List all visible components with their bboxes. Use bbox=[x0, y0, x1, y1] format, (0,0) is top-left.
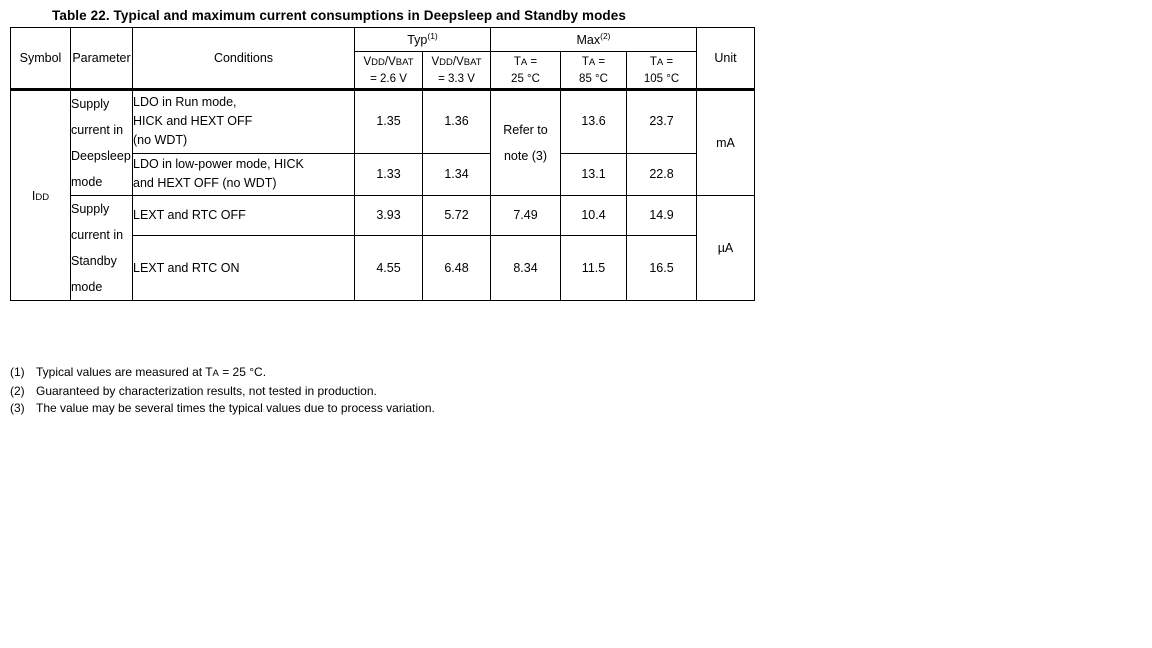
value-max-85c: 11.5 bbox=[561, 236, 627, 301]
header-symbol: Symbol bbox=[11, 28, 71, 90]
table-row bbox=[11, 90, 755, 154]
footnote-2: (2) Guaranteed by characterization results, not tested in production. bbox=[10, 383, 377, 398]
footnote-3-text: The value may be several times the typical values due to process variation. bbox=[36, 401, 435, 415]
value-max-105c: 16.5 bbox=[627, 236, 697, 301]
conditions-cell: LEXT and RTC ON bbox=[133, 236, 355, 301]
header-max-25c-line1: TA = bbox=[513, 55, 538, 68]
value-max-105c: 22.8 bbox=[627, 153, 697, 195]
value-typ-26v: 1.35 bbox=[355, 90, 423, 154]
header-typ-33v-line1: VDD/VBAT bbox=[431, 55, 482, 68]
footnotes bbox=[10, 364, 435, 418]
value-typ-26v: 3.93 bbox=[355, 196, 423, 236]
conditions-cell: LEXT and RTC OFF bbox=[133, 196, 355, 236]
value-typ-33v: 5.72 bbox=[423, 196, 491, 236]
value-max-85c: 10.4 bbox=[561, 196, 627, 236]
typ-footnote-ref: (1) bbox=[427, 30, 438, 41]
value-typ-33v: 6.48 bbox=[423, 236, 491, 301]
value-max-25c: 8.34 bbox=[491, 236, 561, 301]
parameter-deepsleep: Supply current in Deepsleep mode bbox=[71, 90, 133, 196]
value-max-105c: 14.9 bbox=[627, 196, 697, 236]
header-max-105c bbox=[627, 52, 697, 90]
value-max-85c: 13.6 bbox=[561, 90, 627, 154]
parameter-standby: Supply current in Standby mode bbox=[71, 196, 133, 301]
header-max-105c-line1: TA = bbox=[649, 55, 674, 68]
value-typ-33v: 1.36 bbox=[423, 90, 491, 154]
header-typ-26v-line1: VDD/VBAT bbox=[363, 55, 414, 68]
header-max-105c-line2: 105 °C bbox=[643, 72, 680, 85]
header-unit: Unit bbox=[697, 28, 755, 90]
value-max-85c: 13.1 bbox=[561, 153, 627, 195]
header-parameter: Parameter bbox=[71, 28, 133, 90]
header-max-85c bbox=[561, 52, 627, 90]
conditions-cell: LDO in low-power mode, HICK and HEXT OFF (no WDT) bbox=[133, 153, 355, 195]
value-typ-26v: 4.55 bbox=[355, 236, 423, 301]
current-consumption-table bbox=[10, 27, 755, 301]
footnote-1: (1) Typical values are measured at TA = 25 °C. bbox=[10, 365, 267, 379]
header-typ-group: Typ$^{(1)}$ bbox=[355, 28, 491, 52]
footnote-2-text: Guaranteed by characterization results, not tested in production. bbox=[36, 383, 377, 398]
unit-cell-ma: mA bbox=[697, 90, 755, 196]
footnote-1-text: Typical values are measured at TA = 25 °C. bbox=[36, 365, 267, 379]
value-max-105c: 23.7 bbox=[627, 90, 697, 154]
header-max-25c-line2: 25 °C bbox=[511, 72, 540, 85]
max-footnote-ref: (2) bbox=[600, 30, 611, 41]
header-max-group: Max$^{(2)}$ bbox=[491, 28, 697, 52]
symbol-cell: IDD bbox=[11, 90, 71, 301]
header-max-85c-line1: TA = bbox=[581, 55, 606, 68]
header-typ-26v-line2: = 2.6 V bbox=[370, 72, 407, 85]
footnote-3: (3) The value may be several times the typical values due to process variation. bbox=[10, 401, 435, 415]
value-max-25c-refer-note: Refer to note (3) bbox=[491, 90, 561, 196]
table-row bbox=[11, 196, 755, 236]
value-typ-26v: 1.33 bbox=[355, 153, 423, 195]
header-max-85c-line2: 85 °C bbox=[579, 72, 608, 85]
table-title: Table 22. Typical and maximum current consumptions in Deepsleep and Standby modes bbox=[52, 8, 626, 23]
unit-cell-ua: µA bbox=[697, 196, 755, 301]
table-header-row-groups bbox=[11, 28, 755, 52]
header-max-25c bbox=[491, 52, 561, 90]
value-typ-33v: 1.34 bbox=[423, 153, 491, 195]
header-typ-33v bbox=[423, 52, 491, 90]
value-max-25c: 7.49 bbox=[491, 196, 561, 236]
header-typ-26v bbox=[355, 52, 423, 90]
conditions-cell: LDO in Run mode, HICK and HEXT OFF (no WDT) bbox=[133, 90, 355, 154]
header-typ-33v-line2: = 3.3 V bbox=[438, 72, 475, 85]
header-conditions: Conditions bbox=[133, 28, 355, 90]
